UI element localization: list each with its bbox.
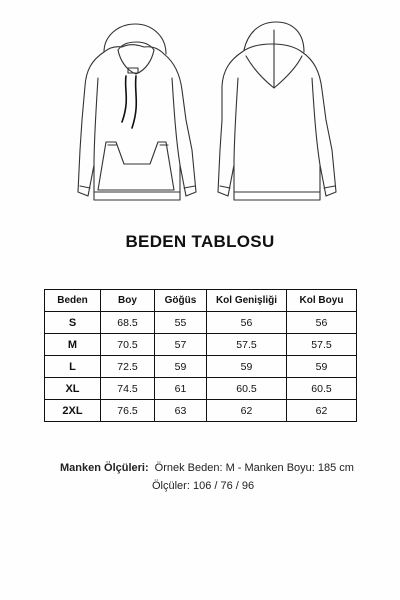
- table-cell: 59: [207, 356, 287, 378]
- table-cell: 74.5: [101, 378, 155, 400]
- table-cell: 57.5: [207, 334, 287, 356]
- table-row: [45, 356, 357, 378]
- table-cell: 59: [287, 356, 357, 378]
- header-kol-genisligi: Kol Genişliği: [207, 290, 287, 312]
- size-chart-title: BEDEN TABLOSU: [125, 232, 275, 251]
- table-cell: 70.5: [101, 334, 155, 356]
- table-cell: 57.5: [287, 334, 357, 356]
- table-header-row: [45, 290, 357, 312]
- drawstrings: [122, 76, 136, 128]
- table-cell: 62: [207, 400, 287, 422]
- table-cell: 61: [155, 378, 207, 400]
- size-cell: XL: [45, 378, 101, 400]
- table-cell: 62: [287, 400, 357, 422]
- hoodie-front-drawing: [78, 24, 196, 200]
- table-row: [45, 312, 357, 334]
- size-cell: L: [45, 356, 101, 378]
- header-gogus: Göğüs: [155, 290, 207, 312]
- table-row: [45, 378, 357, 400]
- table-cell: 56: [287, 312, 357, 334]
- size-cell: S: [45, 312, 101, 334]
- table-cell: 55: [155, 312, 207, 334]
- size-chart-table: [44, 289, 357, 422]
- model-body-measurements: Ölçüler: 106 / 76 / 96: [152, 480, 255, 492]
- table-cell: 60.5: [287, 378, 357, 400]
- table-cell: 76.5: [101, 400, 155, 422]
- table-cell: 63: [155, 400, 207, 422]
- table-row: [45, 334, 357, 356]
- header-kol-boyu: Kol Boyu: [287, 290, 357, 312]
- hoodie-illustrations: [0, 0, 400, 215]
- table-cell: 72.5: [101, 356, 155, 378]
- table-cell: 57: [155, 334, 207, 356]
- model-measurements-label: Manken Ölçüleri:: [60, 462, 149, 474]
- table-cell: 56: [207, 312, 287, 334]
- size-cell: 2XL: [45, 400, 101, 422]
- table-row: [45, 400, 357, 422]
- size-cell: M: [45, 334, 101, 356]
- model-info-line: [60, 462, 354, 474]
- table-cell: 68.5: [101, 312, 155, 334]
- hoodie-back-drawing: [218, 22, 336, 200]
- sample-size-text: Örnek Beden: M - Manken Boyu: 185 cm: [154, 462, 354, 474]
- header-boy: Boy: [101, 290, 155, 312]
- table-cell: 59: [155, 356, 207, 378]
- table-cell: 60.5: [207, 378, 287, 400]
- header-beden: Beden: [45, 290, 101, 312]
